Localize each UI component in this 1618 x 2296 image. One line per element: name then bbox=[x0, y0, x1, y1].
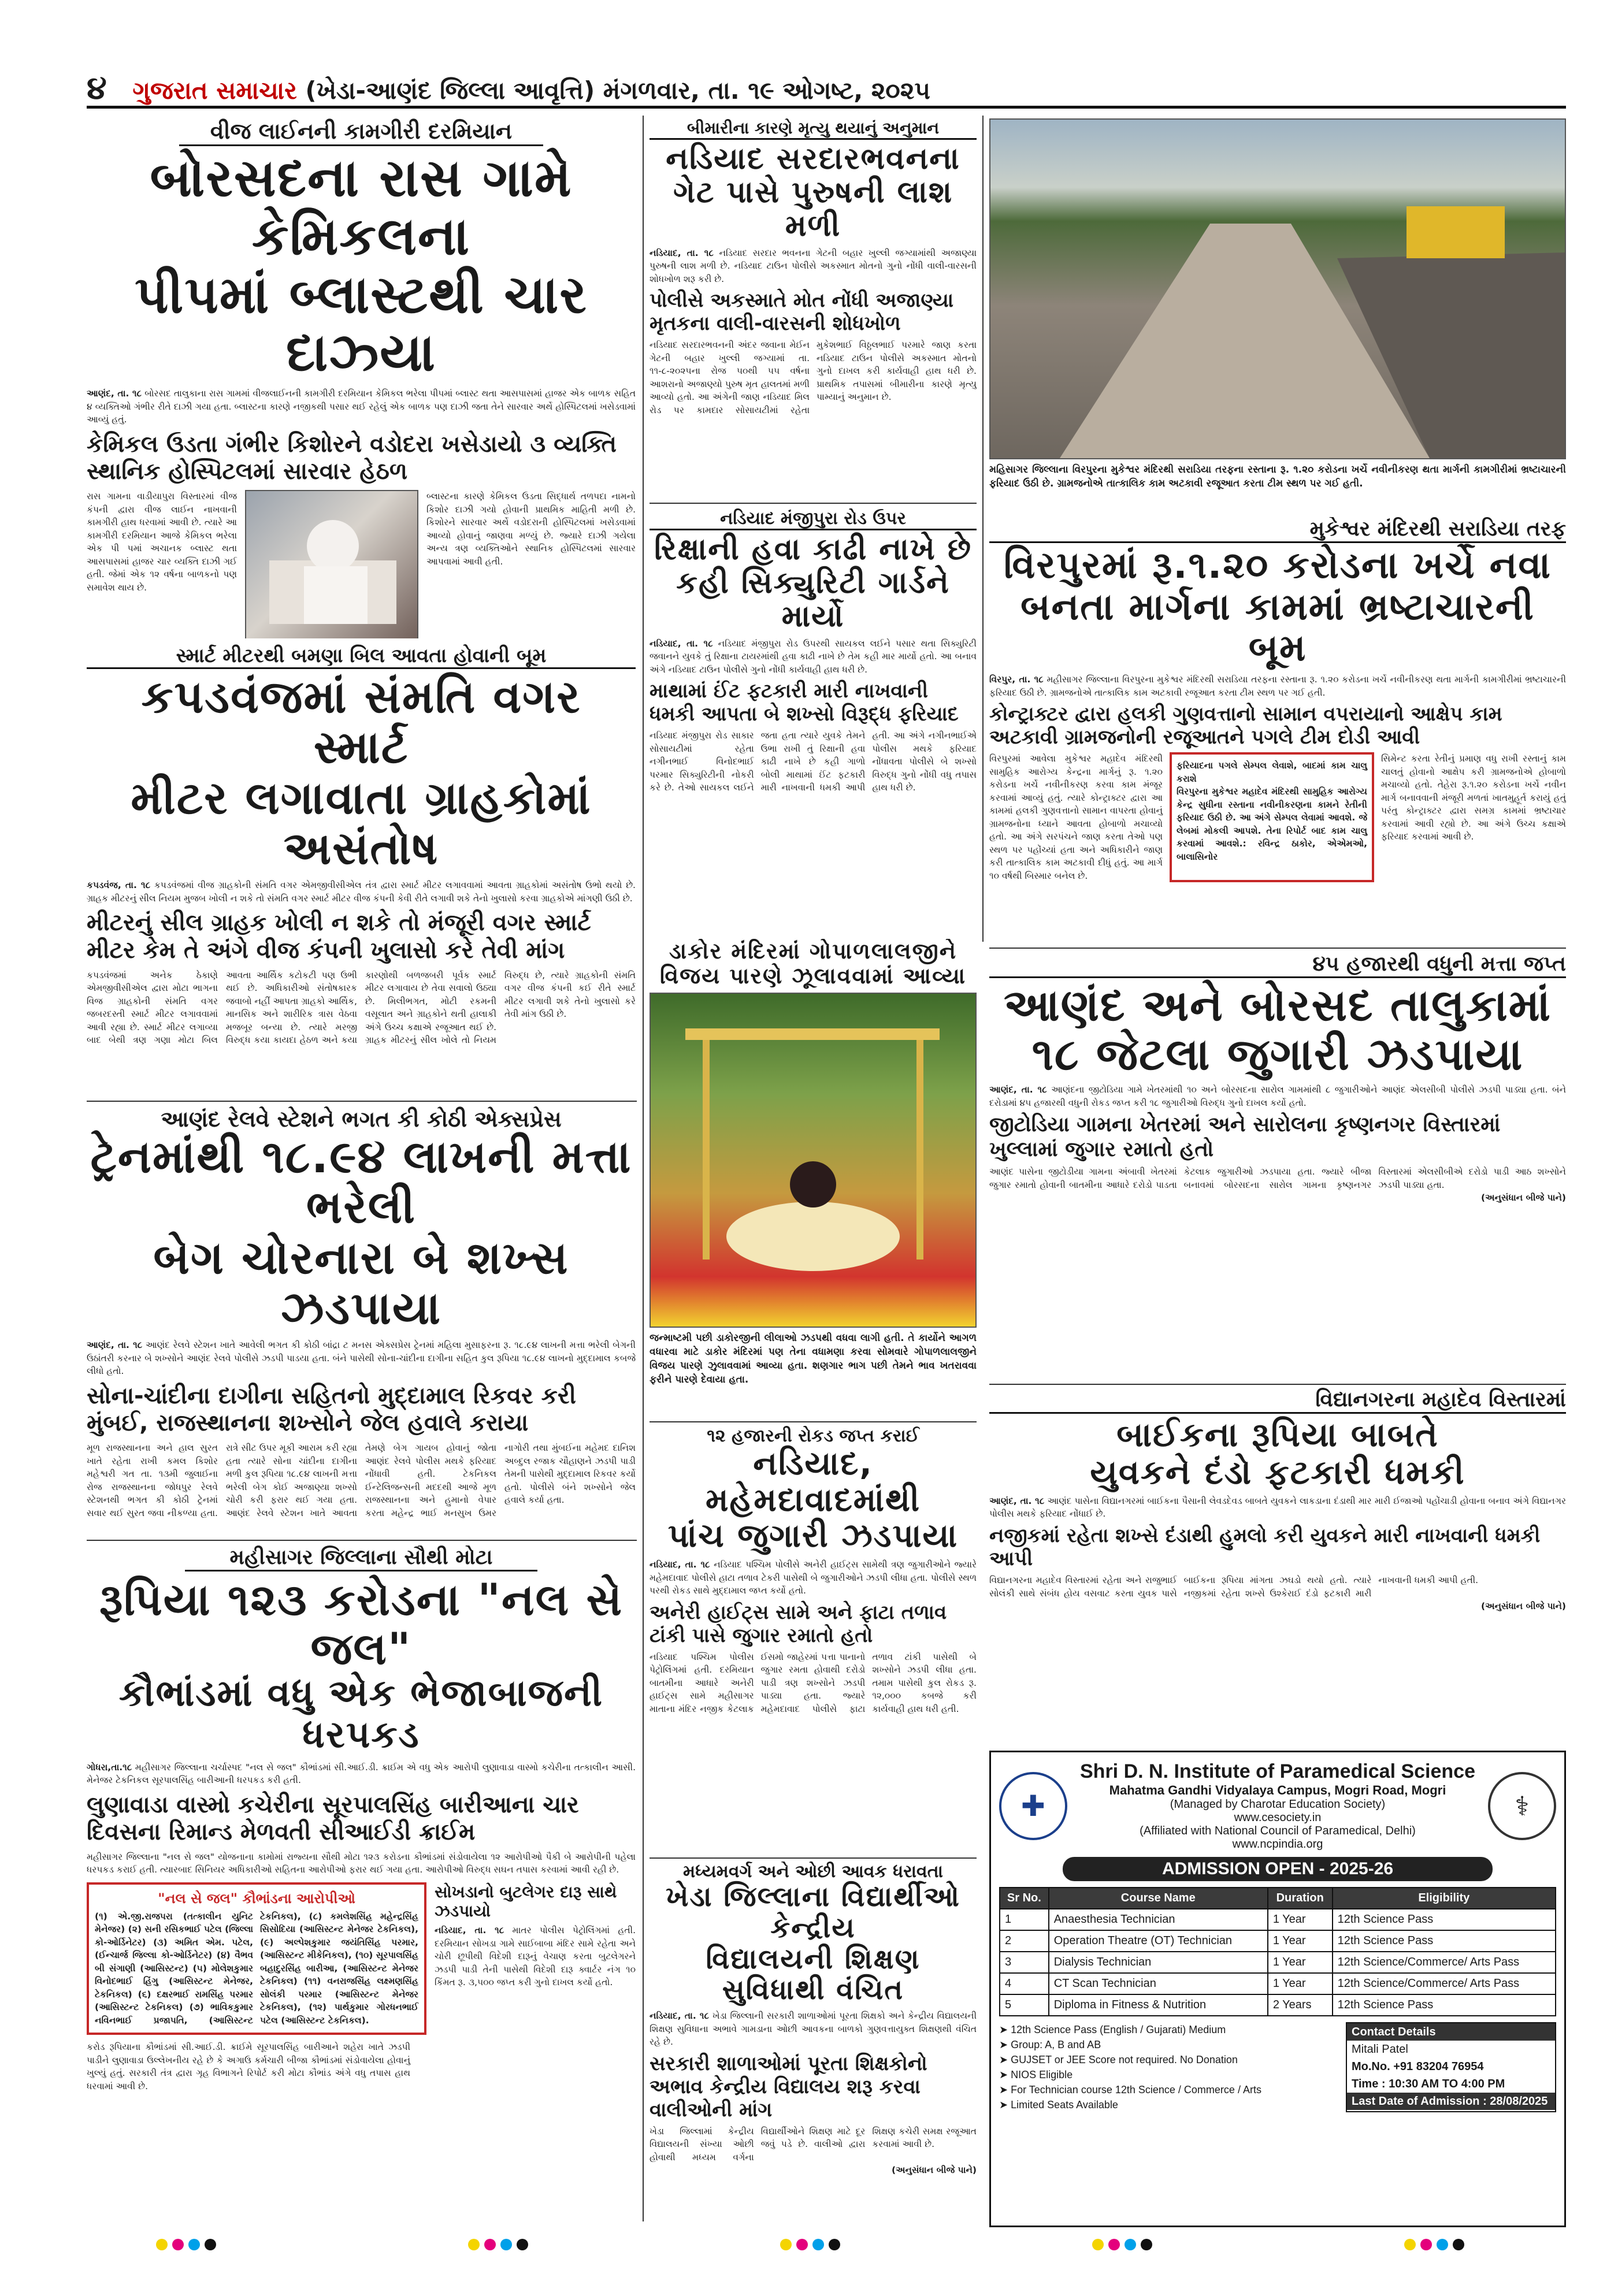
registration-marks bbox=[1404, 2239, 1464, 2256]
registration-dot bbox=[1125, 2239, 1136, 2250]
kicker: ૧૨ હજારની રોકડ જપ્ત કરાઈ bbox=[707, 1426, 919, 1446]
masthead: ગુજરાત સમાચાર bbox=[132, 76, 297, 105]
kicker: મુકેશ્વર મંદિરથી સરાડિયા તરફ bbox=[989, 517, 1566, 543]
body-text: બ્લાસ્ટના કારણે કેમિકલ ઉડતા સિદ્ધાર્થ તળપદા નામનો કિશોર દાઝી ગયો હોવાની પ્રાથમિક માહિતી મળી છે. કિશોરને સારવાર અર્થે વડોદરાની હોસ્પિટલમાં ખસેડવામાં આવ્યો હોવાનું જાણવા મળ્યું છે. જ્યારે દાઝી ગયેલા અન્ય ત્રણ વ્યક્તિઓને સ્થાનિક હોસ્પિટલમાં સારવાર આપવામાં આવી હતી. bbox=[426, 491, 636, 567]
course-table bbox=[999, 1887, 1556, 2016]
note: ➤ Limited Seats Available bbox=[999, 2099, 1118, 2111]
institute-logo-icon: ✚ bbox=[999, 1772, 1067, 1840]
cell: Operation Theatre (OT) Technician bbox=[1049, 1930, 1268, 1952]
photo-caption: જન્માષ્ટમી પછી ડાકોરજીની લીલાઓ ઝડપથી વધવા લાગી હતી. તે કાર્યોને આગળ વધારવા માટે ડાકોર મંદિરમાં પણ તેના વધામણા કરવા સોમવારે ગોપાળલાલજીને વિજય પારણે ઝુલાવવામાં આવ્યા હતા. શણગાર ભાગ પછી તેમને ભાવ ખતરાવવા ફરીને પારણે દેવાયા હતા. bbox=[650, 1332, 977, 1386]
section-rule bbox=[989, 948, 1566, 949]
registration-dot bbox=[172, 2239, 184, 2250]
registration-dot bbox=[1108, 2239, 1120, 2250]
cell: Dialysis Technician bbox=[1049, 1952, 1268, 1973]
body-text: માતર પોલીસ પેટ્રોલિંગમાં હતી. દરમિયાન સોખડા ગામે સાઈબાબા મંદિર સામે રહેતા અને ચોરી છૂપીથી વિદેશી દારૂનું વેચાણ કરતા બુટલેગરને ઝડપી પાડી તેની પાસેથી વિદેશી દારૂ ક્વાર્ટર નંગ ૧૦ કિંમત રૂ. ૩,૫૦૦ જપ્ત કરી ગુનો દાખલ કર્યો હતો. bbox=[435, 1925, 636, 1987]
kicker: ૪૫ હજારથી વધુની મત્તા જપ્ત bbox=[989, 952, 1566, 978]
headline: બનતા માર્ગના કામમાં ભ્રષ્ટાચારની બૂમ bbox=[1020, 585, 1535, 670]
contact-name: Mitali Patel bbox=[1352, 2043, 1408, 2056]
section-rule bbox=[650, 503, 977, 504]
note: ➤ NIOS Eligible bbox=[999, 2069, 1073, 2080]
body-text: આણંદ પાસેના જીટોડીયા ગામના અંબાવી ખેતરમાં જુગાર રમાતો હોવાની બાતમીના આધારે દરોડો પાડતા કેટલાક જુગારીઓ ઝડપાયા હતા. જ્યારે બીજા બનાવમાં બોરસદના સારોલ ગામના કૃષ્ણનગર વિસ્તારમાં એલસીબીએ દરોડો પાડી આઠ શખ્સોને ઝડપી પાડ્યા હતા. bbox=[989, 1166, 1566, 1190]
body-text: આણંદના જીટોડિયા ગામે ખેતરમાંથી ૧૦ અને બોરસદના સારોલ ગામમાંથી ૮ જુગારીઓને આણંદ એલસીબી પોલીસે ઝડપી પાડ્યા હતા. બંને દરોડામાં ૪૫ હજારથી વધુની રોકડ જપ્ત કરી ૧૮ જુગારીઓ વિરુદ્ધ ગુનો દાખલ કર્યો હતો. bbox=[989, 1084, 1566, 1108]
body-text: નડિયાદ સરદાર ભવનના ગેટની બહાર ખુલ્લી જગ્યામાંથી અજાણ્યા પુરુષની લાશ મળી છે. નડિયાદ ટાઉન પોલીસે અકસ્માત મોતનો ગુનો નોંધી વાલી-વારસની શોધખોળ શરૂ કરી છે. bbox=[650, 247, 977, 284]
official-statement-box: ફરિયાદના પગલે સેમ્પલ લેવાશે, બાદમાં કામ ચાલુ કરાશે વિરપુરના મુકેશ્વર મહાદેવ મંદિરથી સામુહિક આરોગ્ય કેન્દ્ર સુધીના રસ્તાના નવીનીકરણના કામને રેતીની ફરિયાદ ઉઠી છે. આ અંગે સેમ્પલ લેવામાં આવશે. જે લેબમાં મોકલી આપશે. તેના રિપોર્ટ બાદ કામ ચાલુ કરવામાં આવશે.: રવિન્દ્ર ઠાકોર, એએમઓ, બાલાસિનોર bbox=[1170, 752, 1374, 882]
cell: 12th Science/Commerce/ Arts Pass bbox=[1333, 1973, 1556, 1994]
accused-list-box bbox=[87, 1882, 426, 2035]
registration-dot bbox=[1420, 2239, 1432, 2250]
story-vidyanagar-bike bbox=[989, 1388, 1566, 1746]
cell: 5 bbox=[1000, 1994, 1049, 2016]
headline: વિરપુરમાં રૂ.૧.૨૦ કરોડના ખર્ચે નવા bbox=[1004, 544, 1552, 587]
dateline: કપડવંજ, તા. ૧૮ bbox=[87, 880, 151, 891]
headline: બેગ ચોરનારા બે શખ્સ ઝડપાયા bbox=[153, 1232, 569, 1335]
headline: બોરસદના રાસ ગામે કેમિકલના bbox=[150, 148, 573, 267]
cell: CT Scan Technician bbox=[1049, 1973, 1268, 1994]
headline: બાઈકના રૂપિયા બાબતે bbox=[1116, 1415, 1439, 1454]
story-boras-blast bbox=[87, 118, 636, 638]
registration-dot bbox=[468, 2239, 480, 2250]
continued-note: (અનુસંધાન બીજે પાને) bbox=[891, 2165, 977, 2176]
council-seal-icon: ⚕ bbox=[1488, 1772, 1556, 1840]
subheadline: અનેરી હાઈટ્સ સામે અને ફાટા તળાવ ટાંકી પાસે જુગાર રમાતો હતો bbox=[650, 1600, 947, 1647]
section-rule bbox=[87, 1540, 637, 1541]
kicker: આણંદ રેલવે સ્ટેશને ભગત કી કોઠી એક્સપ્રેસ bbox=[161, 1106, 562, 1132]
cell: Anaesthesia Technician bbox=[1049, 1909, 1268, 1930]
box-body: (૧) એ.જી.રાજપરા (તત્કાલીન યુનિટ મેનેજર) (૨) સની રસિકભાઈ પટેલ (જિલ્લા કો-ઓર્ડિનેટર) (૩) અમિત એમ. પટેલ, (ઈન્ચાર્જ જિલ્લા કો-ઓર્ડિનેટર) (૪) વૈભવ બી સંગાણી (આસિસ્ટન્ટ) (૫) મોલેશકુમાર વિનોદભાઈ હિંગુ (આસિસ્ટન્ટ મેનેજર, ટેકનિકલ) (૬) દક્ષરભાઈ રામસિંહ પરમાર (આસિસ્ટન્ટ ટેકનિકલ) (૭) ભાવિકકુમાર નવિનભાઈ પ્રજાપતિ, (આસિસ્ટન્ટ ટેકનિકલ), (૮) કમલેશસિંહ મહેન્દ્રસિંહ સિસોદિયા (આસિસ્ટન્ટ મેનેજર ટેકનિકલ), (૯) અલ્પેશકુમાર જયંતિસિંહ પરમાર, (આસિસ્ટન્ટ મીકેનિકલ), (૧૦) સૂરપાલસિંહ બહાદુરસિંહ બારીઆ, (આસિસ્ટન્ટ મેનેજર ટેકનિકલ) (૧૧) વનરાજસિંહ લક્ષ્મણસિંહ સોલંકી પરમાર (આસિસ્ટન્ટ મેનેજર ટેકનિકલ), (૧૨) પાર્થકુમાર ગોરધનભાઈ પટેલ (આસિસ્ટન્ટ ટેકનિકલ). bbox=[95, 1911, 418, 2026]
story-virpur-road bbox=[989, 517, 1566, 942]
table-row bbox=[1000, 1909, 1556, 1930]
headline: રિક્ષાની હવા કાઢી નાખે છે bbox=[654, 532, 972, 567]
kicker: બીમારીના કારણે મૃત્યુ થયાનું અનુમાન bbox=[650, 118, 977, 140]
note: ➤ For Technician course 12th Science / Commerce / Arts bbox=[999, 2084, 1261, 2096]
patient-illustration bbox=[246, 491, 417, 638]
road-photo-block bbox=[989, 118, 1566, 517]
body-text: મહીસાગર જિલ્લાના "નલ સે જલ" યોજનાના કામોમાં રાજ્યના સૌથી મોટા ૧૨૩ કરોડના કૌભાંડમાં સંડોવાયેલા ૧૨ આરોપીઓ પૈકી બે આરોપીની પહેલા ધરપકડ કરાઈ હતી. ત્યારબાદ સિનિયર અધિકારીઓ સહિતના આરોપીઓ ફરાર થઈ ગયા હતા. આરોપીઓ વિરુદ્ધ સઘન તપાસ કરવામાં આવી રહી છે. bbox=[87, 1851, 636, 1875]
headline: નડિયાદ, મહેમદાવાદમાંથી bbox=[705, 1445, 921, 1519]
body-text: ખેડા જિલ્લાની સરકારી શાળાઓમાં પૂરતા શિક્ષકો અને કેન્દ્રીય વિદ્યાલયની શિક્ષણ સુવિધાના અભાવે ગામડાના ઓછી આવકના બાળકો ગુણવત્તાયુક્ત શિક્ષણથી વંચિત રહે છે. bbox=[650, 2011, 977, 2047]
headline: ટ્રેનમાંથી ૧૮.૯૪ લાખની મત્તા ભરેલી bbox=[90, 1131, 632, 1234]
body-text: મૂળ રાજસ્થાનના અને હાલ સુરત ખાતે રહેતા રાખી કમલ કિશોર મહેશ્વરી ગત તા. ૧૩મી જુલાઈના રોજ રાજસ્થાનના જોધપુર રેલવે સ્ટેશનથી ભગત કી કોઠી ટ્રેનમાં સવાર થઈ સુરત જવા નીકળ્યા હતા. રાત્રે સીટ ઉપર મૂકી આરામ કરી રહ્યા હતા ત્યારે સોના ચાંદીના દાગીના મળી કુલ રૂપિયા ૧૮.૯૪ લાખની મત્તા ભરેલી બેગ કોઈ અજાણ્યા શખ્સો ચોરી કરી ફરાર થઈ ગયા હતા. આણંદ રેલવે સ્ટેશન ખાતે આવતા તેમણે બેગ ગાયબ હોવાનું જોતા આણંદ રેલવે પોલીસ મથકે ફરિયાદ નોંધાવી હતી. ટેકનિકલ ઈન્ટેલિજન્સની મદદથી આજે મૂળ રાજસ્થાનના અને હુમાનો વેપાર કરતા મહેન્દ્ર ભાઈ મનસુખ ઉમર નાગોરી તથા મુંબઈના મહેમદ દાનિશ અબ્દુલ રજાક ચૌહાણને ઝડપી પાડી તેમની પાસેથી મુદ્દામાલ રિકવર કર્યો હતો. પોલીસે બંને શખ્સોને જેલ હવાલે કર્યા હતા. bbox=[87, 1443, 636, 1518]
ncp-website-link[interactable]: www.ncpindia.org bbox=[1232, 1838, 1323, 1851]
dateline: આણંદ, તા. ૧૮ bbox=[87, 1340, 143, 1351]
temple-photo bbox=[650, 993, 977, 1328]
contact-time: Time : 10:30 AM TO 4:00 PM bbox=[1352, 2078, 1505, 2090]
subheadline: સરકારી શાળાઓમાં પૂરતા શિક્ષકોનો અભાવ કેન્દ્રીય વિદ્યાલય શરૂ કરવા વાલીઓની માંગ bbox=[650, 2052, 927, 2122]
headline: ખેડા જિલ્લાના વિદ્યાર્થીઓ કેન્દ્રીય bbox=[666, 1881, 960, 1944]
cell: 12th Science/Commerce/ Arts Pass bbox=[1333, 1952, 1556, 1973]
body-text: નડિયાદ સરદારભવનની અંદર જવાના મેઈન ગેટની બહાર ખુલ્લી જગ્યામાં તા. ૧૧-૮-૨૦૨૫ના રોજ ૫૦થી ૫૫ વર્ષના આશરાનો અજાણ્યો પુરુષ મૃત હાલતમાં મળી આવ્યો હતો. આ અંગેની જાણ નડિયાદ મિલ રોડ પર કામદાર સોસાયટીમાં રહેતા મુકેશભાઈ વિઠ્ઠલભાઈ પરમારે જાણ કરતા નડિયાદ ટાઉન પોલીસે અકસ્માત મોતનો ગુનો દાખલ કરી કાર્યવાહી હાથ ધરી છે. પ્રાથમિક તપાસમાં બીમારીના કારણે મૃત્યુ પામ્યાનું અનુમાન છે. bbox=[650, 340, 977, 415]
body-text: નડિયાદ મંજીપુરા રોડ ઉપરથી સાયકલ લઈને પસાર થતા સિક્યુરિટી જવાનને યુવકે તું રિક્ષાના ટાયરમાંથી હવા કાઢી નાખે છે તેમ કહી માર માર્યો હતો. આ બનાવ અંગે નડિયાદ ટાઉન પોલીસે ગુનો નોંધી કાર્યવાહી હાથ ધરી છે. bbox=[650, 638, 977, 675]
dateline: આણંદ, તા. ૧૮ bbox=[989, 1495, 1045, 1506]
dateline: નડિયાદ, તા. ૧૮ bbox=[650, 2011, 710, 2021]
registration-dot bbox=[1404, 2239, 1416, 2250]
col-header: Duration bbox=[1268, 1888, 1333, 1909]
cell: Diploma in Fitness & Nutrition bbox=[1049, 1994, 1268, 2016]
brief-headline: સોખડાનો બુટલેગર દારૂ સાથે ઝડપાયો bbox=[435, 1882, 617, 1920]
dateline: નડિયાદ, તા. ૧૮ bbox=[650, 247, 714, 258]
column-rule bbox=[982, 116, 984, 942]
registration-dot bbox=[829, 2239, 840, 2250]
body-text: કપડવંજમાં અનેક ઠેકાણે એમજીવીસીએલ દ્વારા મોટા ભાગના વિજ ગ્રાહકોની સંમતિ વગર જબરદસ્તી સ્માર્ટ મીટર લગાવવામાં આવી રહ્યા છે. સ્માર્ટ મીટર લગાવ્યા બાદ બેથી ત્રણ ગણા મોટા બિલ આવતા આર્થિક કટોકટી પણ ઉભી થઈ છે. અધિકારીઓ સંતોષકારક જવાબો નહીં આપતા ગ્રાહકો આર્થિક, માનસિક અને શારીરિક ત્રાસ વેઠવા મજબૂર બન્યા છે. ત્યારે મરજી વિરુદ્ધ કયા કાયદા હેઠળ અને કયા કારણોથી બળજબરી પૂર્વક સ્માર્ટ મીટર લગાવાય છે તેવા સવાલો ઉઠ્યા છે. મિલીભગત, મોટી રકમની વસૂલાત અને ગ્રાહકોને થતી હાલાકી અંગે ઉચ્ચ કક્ષાએ રજૂઆત થઈ છે. ગ્રાહક મીટરનું સીલ ખોલે તો નિયમ વિરુદ્ધ છે, ત્યારે ગ્રાહકોની સંમતિ વગર વીજ કંપની કઈ રીતે સ્માર્ટ મીટર લગાવી શકે તેનો ખુલાસો કરે તેવી માંગ ઉઠી છે. bbox=[87, 969, 636, 1046]
note: ➤ 12th Science Pass (English / Gujarati) Medium bbox=[999, 2024, 1226, 2035]
photo-caption: મહિસાગર જિલ્લાના વિરપુરના મુકેશ્વર મંદિરથી સરાડિયા તરફના રસ્તાના રૂ. ૧.૨૦ કરોડના ખર્ચે નવીનીકરણ થતા માર્ગની કામગીરીમાં ભ્રષ્ટાચારની ફરિયાદ ઉઠી છે. ગ્રામજનોએ તાત્કાલિક કામ અટકાવી રજૂઆત કરતા ટીમ સ્થળ પર ગઈ હતી. bbox=[989, 464, 1566, 489]
body-text: નડિયાદ મંજીપુરા રોડ સાકાર સોસાયટીમાં રહેતા નગીનભાઈ વિનોદભાઈ પરમાર સિક્યુરિટીની નોકરી કરે છે. તેઓ સાયકલ લઈને જતા હતા ત્યારે યુવકે તેમને ઉભા રાખી તું રિક્ષાની હવા કાઢી નાખે છે કહી ગાળો બોલી માથામાં ઈંટ ફટકારી મારી નાખવાની ધમકી આપી હતી. આ અંગે નગીનભાઈએ પોલીસ મથકે ફરિયાદ નોંધાવતા પોલીસે બે શખ્સો વિરુદ્ધ ગુનો નોંધી વધુ તપાસ હાથ ધરી છે. bbox=[650, 730, 977, 793]
story-nadiad-guard-attack bbox=[650, 508, 977, 930]
registration-dot bbox=[156, 2239, 168, 2250]
section-rule bbox=[650, 1857, 977, 1859]
registration-dot bbox=[780, 2239, 792, 2250]
story-nadiad-body-found bbox=[650, 118, 977, 500]
headline: આણંદ અને બોરસદ તાલુકામાં bbox=[1004, 979, 1552, 1031]
registration-dot bbox=[484, 2239, 496, 2250]
registration-dot bbox=[500, 2239, 512, 2250]
kicker: મહીસાગર જિલ્લાના સૌથી મોટા bbox=[185, 1545, 537, 1571]
registration-dot bbox=[796, 2239, 808, 2250]
dateline: ગોધરા,તા.૧૮ bbox=[87, 1762, 132, 1773]
road-photo bbox=[989, 118, 1566, 459]
story-nal-se-jal bbox=[87, 1545, 636, 2227]
story-kapadvanj-meter bbox=[87, 644, 636, 1095]
photo-headline: વિજય પારણે ઝૂલાવવામાં આવ્યા bbox=[659, 963, 967, 989]
subheadline: કોન્ટ્રાક્ટર દ્વારા હલકી ગુણવત્તાનો સામાન વપરાયાનો આક્ષેપ કામ અટકાવી ગ્રામજનોની રજૂઆતને પગલે ટીમ દોડી આવી bbox=[989, 703, 1502, 749]
story-kheda-kendriya bbox=[650, 1862, 977, 2226]
note: ➤ GUJSET or JEE Score not required. No Donation bbox=[999, 2054, 1238, 2065]
dateline: નડિયાદ, તા. ૧૮ bbox=[435, 1925, 504, 1935]
edition-line: (ખેડા-આણંદ જિલ્લા આવૃત્તિ) મંગળવાર, તા. ૧૯ ઓગષ્ટ, ૨૦૨૫ bbox=[305, 76, 930, 105]
headline: યુવકને દંડો ફટકારી ધમકી bbox=[1090, 1452, 1465, 1492]
headline: ૧૮ જેટલા જુગારી ઝડપાયા bbox=[1031, 1028, 1524, 1080]
headline: કપડવંજમાં સંમતિ વગર સ્માર્ટ bbox=[141, 671, 581, 774]
subheadline: લુણાવાડા વાસ્મો કચેરીના સૂરપાલસિંહ બારીઆના ચાર દિવસના રિમાન્ડ મેળવતી સીઆઈડી ક્રાઈમ bbox=[87, 1791, 579, 1845]
dateline: નડિયાદ, તા. ૧૮ bbox=[650, 638, 713, 649]
table-row bbox=[1000, 1994, 1556, 2016]
cell: 1 bbox=[1000, 1909, 1049, 1930]
registration-dot bbox=[1437, 2239, 1448, 2250]
cell: 4 bbox=[1000, 1973, 1049, 1994]
kicker: વિદ્યાનગરના મહાદેવ વિસ્તારમાં bbox=[989, 1388, 1566, 1414]
cell: 1 Year bbox=[1268, 1952, 1333, 1973]
registration-marks bbox=[156, 2239, 216, 2256]
body-text: મહીસાગર જિલ્લાના વિરપુરના મુકેશ્વર મંદિરથી સરાડિયા તરફના રસ્તાના રૂ. ૧.૨૦ કરોડના ખર્ચે નવીનીકરણ થતા માર્ગની કામગીરીમાં ભ્રષ્ટાચારની ફરિયાદ ઉઠી છે. ગ્રામજનોએ તાત્કાલિક કામ અટકાવી રજૂઆત કરતા ટીમ સ્થળ પર ગઈ હતી. bbox=[989, 674, 1566, 698]
registration-dot bbox=[205, 2239, 216, 2250]
body-text: આણંદ પાસેના વિદ્યાનગરમાં બાઈકના પૈસાની લેવડદેવડ બાબતે યુવકને લાકડાના દંડાથી માર મારી ઈજાઓ પહોંચાડી હોવાના બનાવ અંગે વિદ્યાનગર પોલીસ મથકે ફરિયાદ નોંધાઈ છે. bbox=[989, 1495, 1566, 1519]
continued-note: (અનુસંધાન બીજે પાને) bbox=[1480, 1601, 1566, 1612]
affiliation: (Affiliated with National Council of Paramedical, Delhi) bbox=[1140, 1825, 1416, 1837]
headline: કહી સિક્યુરિટી ગાર્ડને માર્યો bbox=[676, 566, 950, 634]
cell: 12th Science Pass bbox=[1333, 1909, 1556, 1930]
cell: 12th Science Pass bbox=[1333, 1994, 1556, 2016]
note: ➤ Group: A, B and AB bbox=[999, 2039, 1101, 2050]
swing-illustration bbox=[651, 994, 975, 1327]
dateline: આણંદ, તા. ૧૮ bbox=[989, 1084, 1047, 1095]
dateline: વિરપુર, તા. ૧૮ bbox=[989, 674, 1044, 685]
section-rule bbox=[650, 1421, 977, 1422]
campus: Mahatma Gandhi Vidyalaya Campus, Mogri Road, Mogri bbox=[1109, 1783, 1446, 1797]
headline: પાંચ જુગારી ઝડપાયા bbox=[667, 1517, 959, 1555]
body-text: આણંદ રેલવે સ્ટેશન ખાતે આવેલી ભગત કી કોઠી બાંદ્રા ટ મનસ એક્સપ્રેસ ટ્રેનમાં મહિલા મુસાફરના રૂ. ૧૮.૯૪ લાખની મત્તા ભરેલી બેગની ઉઠાંતરી કરનાર બે શખ્સોને આણંદ રેલવે પોલીસે ઝડપી પાડયા હતા. બંને પાસેથી સોના-ચાંદીના દાગીના સહિત કુલ રૂપિયા ૧૮.૯૪ લાખનો મુદ્દામાલ કબજે લીધો હતો. bbox=[87, 1340, 636, 1377]
kicker: મધ્યમવર્ગ અને ઓછી આવક ધરાવતા bbox=[683, 1862, 943, 1882]
body-text: કરોડ રૂપિયાના કૌભાંડમાં સી.આઈ.ડી. ક્રાઈમે સૂરપાલસિંહ બારીઆને શહેરા ખાતે ઝડપી પાડીને લુણાવાડા ઉલ્લેખનીય રહે છે કે અગાઉ કર્મચારી બીજા કૌભાંડમાં સંડોવાયેલા હોવાનું ખુલ્યું હતું. સરકારી તંત્ર દ્વારા ગૃહ વિભાગને રિપોર્ટ કરી મોટા કૌભાંડ અંગે વધુ તપાસ હાથ ધરવામાં આવી છે. bbox=[87, 2042, 410, 2091]
registration-dot bbox=[1453, 2239, 1464, 2250]
subheadline: નજીકમાં રહેતા શખ્સે દંડાથી હુમલો કરી યુવકને મારી નાખવાની ધમકી આપી bbox=[989, 1524, 1541, 1571]
contact-title: Contact Details bbox=[1347, 2023, 1555, 2041]
body-text: નડિયાદ પશ્ચિમ પોલીસે અનેરી હાઈટ્સ સામેથી ત્રણ જુગારીઓને જ્યારે મહેમદાવાદ પોલીસે હાટા તળાવ ટેકરી પાસેથી બે જુગારીઓને ઝડપી લીધા હતા. પોલીસે સ્થળ પરથી રોકડ સાથે મુદ્દામાલ જપ્ત કર્યો હતો. bbox=[650, 1559, 977, 1596]
cell: 2 bbox=[1000, 1930, 1049, 1952]
col-header: Eligibility bbox=[1333, 1888, 1556, 1909]
cell: 1 Year bbox=[1268, 1930, 1333, 1952]
continued-note: (અનુસંધાન બીજે પાને) bbox=[1480, 1192, 1566, 1203]
dateline: આણંદ, તા. ૧૮ bbox=[87, 388, 142, 399]
managed-by: (Managed by Charotar Education Society) bbox=[1170, 1798, 1386, 1811]
contact-mobile[interactable]: Mo.No. +91 83204 76954 bbox=[1352, 2060, 1484, 2073]
website-link[interactable]: www.cesociety.in bbox=[1234, 1811, 1322, 1824]
table-row bbox=[1000, 1930, 1556, 1952]
body-text: વિદ્યાનગરના મહાદેવ વિસ્તારમાં રહેતા અને રાજુભાઈ સોલંકી સાથે સંબંધ હોય વસવાટ કરતા યુવક પાસે બાઈકના રૂપિયા માંગતા ઝઘડો થયો હતો. ત્યારે નજીકમાં રહેતા શખ્સે ઉશ્કેરાઈ દંડો ફટકારી મારી નાખવાની ધમકી આપી હતી. bbox=[989, 1575, 1479, 1599]
story-nadiad-gamblers bbox=[650, 1426, 977, 1853]
headline: રૂપિયા ૧૨૩ કરોડના "નલ સે જલ" bbox=[99, 1574, 624, 1675]
subheadline: સોના-ચાંદીના દાગીના સહિતનો મુદ્દામાલ રિકવર કરી મુંબઈ, રાજસ્થાનના શખ્સોને જેલ હવાલે કરાયા bbox=[87, 1382, 576, 1437]
cell: 3 bbox=[1000, 1952, 1049, 1973]
table-row bbox=[1000, 1952, 1556, 1973]
temple-photo-feature bbox=[650, 939, 977, 1416]
headline: ગેટ પાસે પુરુષની લાશ મળી bbox=[673, 175, 953, 244]
table-row bbox=[1000, 1973, 1556, 1994]
col-header: Sr No. bbox=[1000, 1888, 1049, 1909]
subheadline: જીટોડિયા ગામના ખેતરમાં અને સારોલના કૃષ્ણનગર વિસ્તારમાં ખુલ્લામાં જુગાર રમાતો હતો bbox=[989, 1113, 1501, 1161]
last-date: Last Date of Admission : 28/08/2025 bbox=[1347, 2093, 1555, 2110]
page-header bbox=[87, 68, 1566, 109]
cell: 12th Science Pass bbox=[1333, 1930, 1556, 1952]
col-header: Course Name bbox=[1049, 1888, 1268, 1909]
body-text: બોરસદ તાલુકાના રાસ ગામમાં વીજલાઈનની કામગીરી દરમિયાન કેમિકલ ભરેલા પીપમાં બ્લાસ્ટ થતા આસપાસમાં હાજર એક બાળક સહિત ૪ વ્યક્તિઓ ગંભીર રીતે દાઝી ગયા હતા. બ્લાસ્ટના કારણે નજીકથી પસાર થઈ રહેલું એક બાળક પણ દાઝી જતા તેને સારવાર અર્થે હોસ્પિટલમાં ખસેડવામાં આવ્યું હતું. bbox=[87, 388, 636, 425]
cell: 1 Year bbox=[1268, 1909, 1333, 1930]
body-text: ખેડા જિલ્લામાં કેન્દ્રીય વિદ્યાલયની સંખ્યા ઓછી હોવાથી મધ્યમ વર્ગના વિદ્યાર્થીઓને શિક્ષણ માટે દૂર જવું પડે છે. વાલીઓ દ્વારા શિક્ષણ કચેરી સમક્ષ રજૂઆત કરવામાં આવી છે. bbox=[650, 2126, 977, 2163]
section-rule bbox=[87, 1101, 637, 1102]
body-text: નડિયાદ પશ્ચિમ પોલીસ પેટ્રોલિંગમાં હતી. દરમિયાન બાતમીના આધારે અનેરી હાઈટ્સ સામે મહીસાગર માતાના મંદિર નજીક કેટલાક ઈસમો જાહેરમાં પત્તા પાનાનો જુગાર રમતા હોવાથી દરોડો પાડી ત્રણ શખ્સોને ઝડપી પાડ્યા હતા. જ્યારે મહેમદાવાદ પોલીસે ફાટા તળાવ ટાંકી પાસેથી બે શખ્સોને ઝડપી લીધા હતા. તમામ પાસેથી કુલ રોકડ રૂ. ૧૨,૦૦૦ કબજે કરી કાર્યવાહી હાથ ધરી હતી. bbox=[650, 1651, 977, 1714]
story-anand-boras-gamblers bbox=[989, 952, 1566, 1380]
registration-dot bbox=[188, 2239, 200, 2250]
subheadline: મીટરનું સીલ ગ્રાહક ખોલી ન શકે તો મંજૂરી વગર સ્માર્ટ મીટર કેમ તે અંગે વીજ કંપની ખુલાસો કરે તેવી માંગ bbox=[87, 909, 591, 964]
headline: કૌભાંડમાં વધુ એક ભેજાબાજની ધરપકડ bbox=[118, 1672, 604, 1756]
registration-dot bbox=[812, 2239, 824, 2250]
kicker: વીજ લાઈનની કામગીરી દરમિયાન bbox=[179, 118, 543, 146]
registration-marks bbox=[468, 2239, 528, 2256]
box-title: "નલ સે જલ" કૌભાંડના આરોપીઓ bbox=[158, 1890, 355, 1907]
dateline: નડિયાદ, તા. ૧૮ bbox=[650, 1559, 710, 1570]
patient-photo bbox=[245, 490, 418, 638]
registration-marks bbox=[1092, 2239, 1152, 2256]
subheadline: માથામાં ઈંટ ફટકારી મારી નાખવાની ધમકી આપતા બે શખ્સો વિરૂદ્ધ ફરિયાદ bbox=[650, 679, 959, 726]
registration-dot bbox=[1092, 2239, 1104, 2250]
story-anand-train-theft bbox=[87, 1106, 636, 1534]
column-rule bbox=[643, 116, 644, 2221]
subheadline: કેમિકલ ઉડતા ગંભીર કિશોરને વડોદરા ખસેડાયો ૩ વ્યક્તિ સ્થાનિક હોસ્પિટલમાં સારવાર હેઠળ bbox=[87, 430, 617, 485]
headline: નડિયાદ સરદારભવનના bbox=[666, 142, 960, 176]
contact-box bbox=[1346, 2022, 1556, 2112]
institute-name: Shri D. N. Institute of Paramedical Science bbox=[1080, 1760, 1475, 1782]
headline: પીપમાં બ્લાસ્ટથી ચાર દાઝ્યા bbox=[135, 264, 588, 384]
body-text: મહીસાગર જિલ્લાના ચર્ચાસ્પદ "નલ સે જલ" કૌભાંડમાં સી.આઈ.ડી. ક્રાઈમ એ વધુ એક આરોપી લુણાવાડા વાસ્મો કચેરીના તત્કાલીન આસી. મેનેજર ટેકનિકલ સૂરપાલસિંહ બારીઆની ધરપકડ કરી હતી. bbox=[87, 1762, 636, 1786]
eligibility-notes bbox=[999, 2022, 1337, 2112]
cell: 1 Year bbox=[1268, 1973, 1333, 1994]
kicker: નડિયાદ મંજીપુરા રોડ ઉપર bbox=[650, 508, 977, 530]
paramedical-admission-ad bbox=[989, 1751, 1566, 2227]
body-text: રાસ ગામના વાડીયાપુરા વિસ્તારમાં વીજ કંપની દ્વારા વીજ લાઈન નાખવાની કામગીરી હાથ ધરવામાં આવી છે. ત્યારે આ કામગીરી દરમિયાન આજે કેમિકલ ભરેલા એક પી પમાં અચાનક બ્લાસ્ટ થતા આસપાસમાં હાજર ચાર વ્યક્તિ દાઝી ગઈ હતી. જેમાં એક ૧૨ વર્ષના બાળકનો પણ સમાવેશ થાય છે. bbox=[87, 491, 237, 593]
page-number: ૪ bbox=[87, 69, 107, 107]
section-rule bbox=[989, 1384, 1566, 1385]
road-illustration bbox=[990, 120, 1565, 458]
kicker: સ્માર્ટ મીટરથી બમણા બિલ આવતા હોવાની બૂમ bbox=[87, 644, 636, 669]
cell: 2 Years bbox=[1268, 1994, 1333, 2016]
photo-kicker: ડાકોર મંદિરમાં ગોપાળલાલજીને bbox=[669, 939, 958, 964]
registration-dot bbox=[1141, 2239, 1152, 2250]
body-text: કપડવંજમાં વીજ ગ્રાહકોની સંમતિ વગર એમજીવીસીએલ તંત્ર દ્વારા સ્માર્ટ મીટર લગાવવામાં આવતા ગ્રાહકોમાં અસંતોષ ઉભો થયો છે. ગ્રાહક મીટરનું સીલ નિયમ મુજબ ખોલી ન શકે તો સંમતિ વગર સ્માર્ટ મીટર વીજ કંપની કેવી રીતે લગાવી શકે તેનો ખુલાસો કરવા ગ્રાહકોએ માંગણી ઉઠી છે. bbox=[87, 880, 636, 904]
registration-dot bbox=[517, 2239, 528, 2250]
body-text: વિરપુરમાં આવેલા મુકેશ્વર મહાદેવ મંદિરથી સામુહિક આરોગ્ય કેન્દ્રના માર્ગનું રૂ. ૧.૨૦ કરોડના ખર્ચે નવીનીકરણ કરવા કામ મંજૂર કરવામાં આવ્યું હતું. ત્યારે કોન્ટ્રાક્ટર દ્વારા આ કામમાં હલકી ગુણવત્તાનો સામાન વાપરતા હોવાનું ગ્રામજનોના ધ્યાને આવતા હોબાળો મચાવ્યો હતો. આ અંગે સરપંચને જાણ કરતા તેઓ પણ સ્થળ પર પહોંચ્યાં હતા અને અધિકારીને જાણ કરી તાત્કાલિક કામ અટકાવી દીધું હતું. આ માર્ગ ૧૦ વર્ષથી બિસ્માર બનેલ છે. bbox=[989, 753, 1163, 881]
body-text: સિમેન્ટ કરતા રેતીનું પ્રમાણ વધુ રાખી રસ્તાનું કામ ચાલતું હોવાનો આક્ષેપ કરી ગ્રામજનોએ હોબાળો મચાવ્યો હતો. તેહેરા રૂ.૧.૨૦ કરોડના ખર્ચે નવીન માર્ગ બનાવવાની મંજૂરી મળતાં ખાતમુહૂર્ત કરાયું હતું પરંતુ કોન્ટ્રાક્ટર દ્વારા સમગ્ર કામમાં ભ્રષ્ટાચાર કરવામાં આવી રહ્યો છે. આ અંગે ઉચ્ચ કક્ષાએ ફરિયાદ કરવામાં આવી છે. bbox=[1381, 753, 1566, 842]
headline: મીટર લગાવાતા ગ્રાહકોમાં અસંતોષ bbox=[131, 772, 592, 875]
registration-marks bbox=[780, 2239, 840, 2256]
subheadline: પોલીસે અકસ્માતે મોત નોંધી અજાણ્યા મૃતકના વાલી-વારસની શોધખોળ bbox=[650, 289, 954, 336]
headline: વિદ્યાલયની શિક્ષણ સુવિધાથી વંચિત bbox=[706, 1942, 921, 2007]
admission-banner: ADMISSION OPEN - 2025-26 bbox=[1063, 1857, 1493, 1881]
